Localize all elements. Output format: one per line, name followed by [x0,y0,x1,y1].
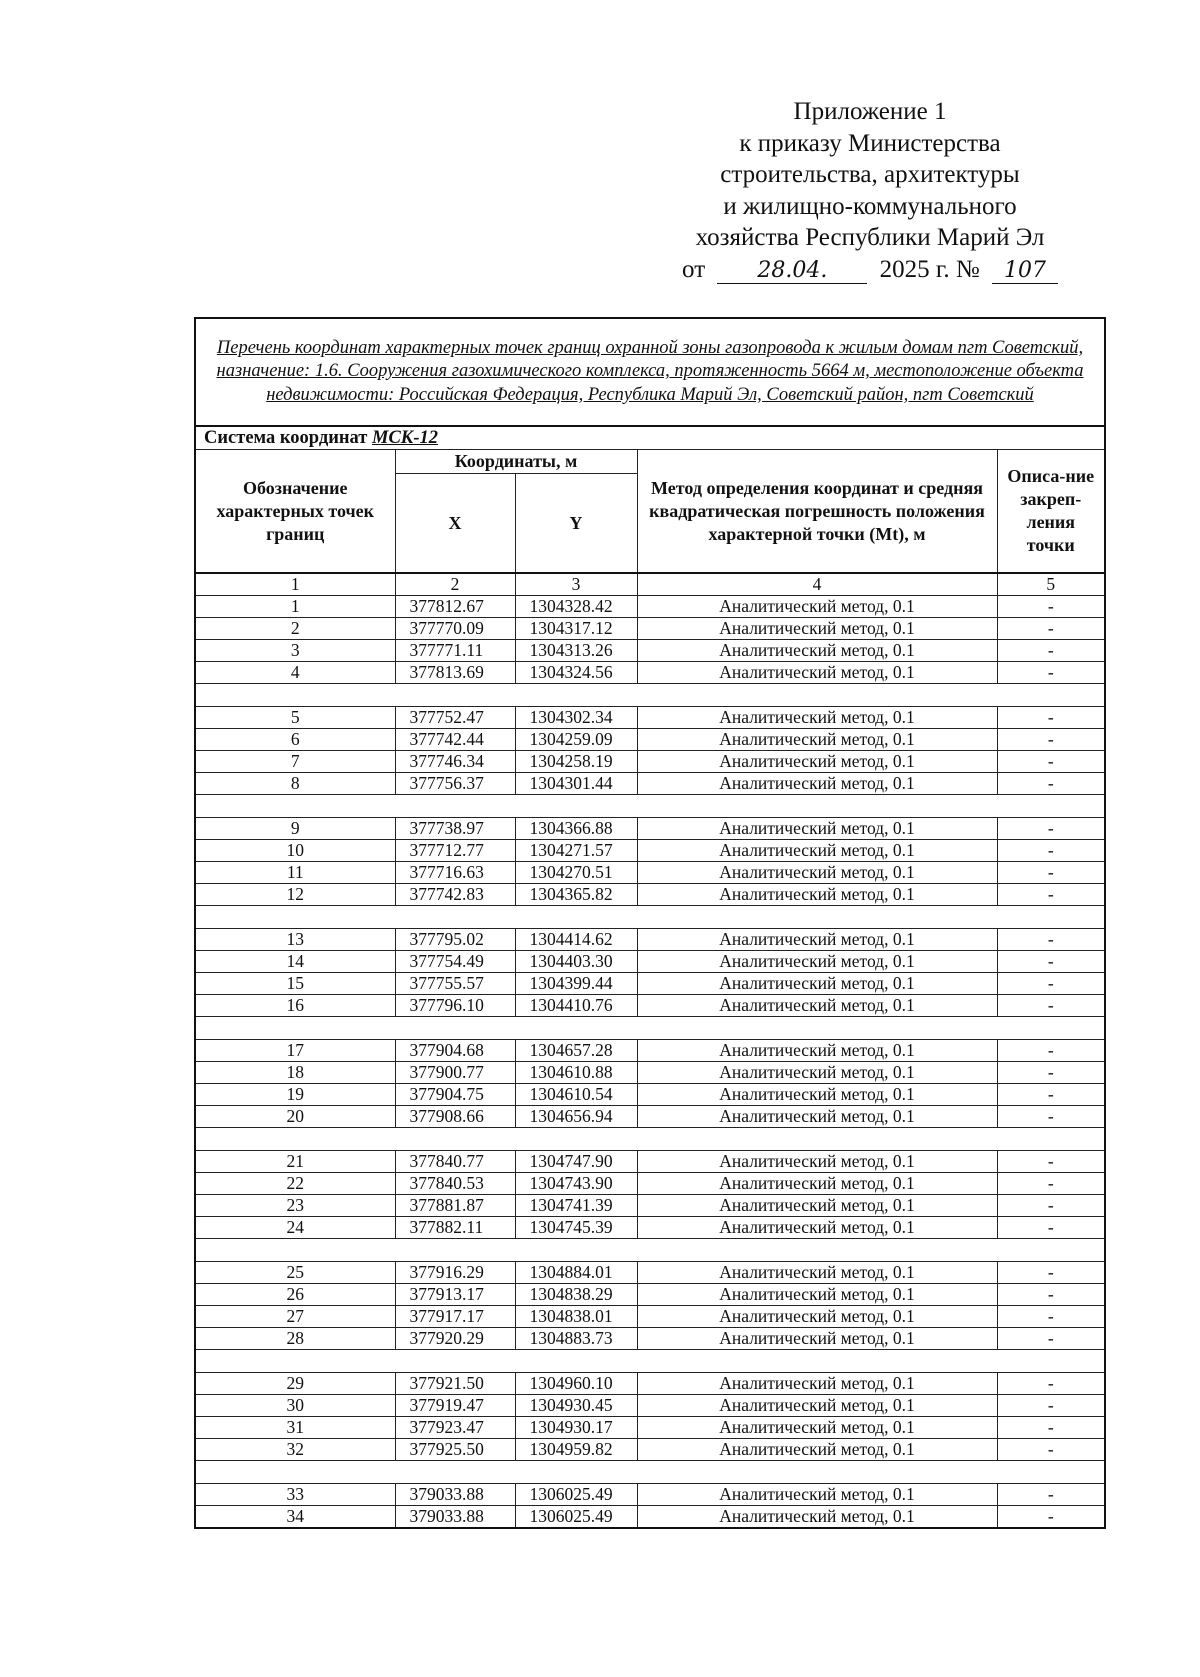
method: Аналитический метод, 0.1 [637,1306,997,1328]
method: Аналитический метод, 0.1 [637,1062,997,1084]
fixation-description: - [997,1262,1105,1284]
coord-y: 1304324.56 [515,662,637,684]
fixation-description: - [997,640,1105,662]
method: Аналитический метод, 0.1 [637,973,997,995]
table-row [195,1306,1105,1328]
fixation-description: - [997,1306,1105,1328]
table-row [195,1506,1105,1529]
point-number: 8 [195,773,395,795]
group-separator-row [195,684,1105,707]
coord-x: 377916.29 [395,1262,515,1284]
coord-y: 1304317.12 [515,618,637,640]
point-number: 30 [195,1395,395,1417]
fixation-description: - [997,1373,1105,1395]
header-description: Описа-ние закреп-ления точки [997,450,1105,574]
header-date-line [640,254,1100,286]
coord-y: 1304883.73 [515,1328,637,1350]
coord-y: 1304328.42 [515,596,637,618]
fixation-description: - [997,995,1105,1017]
method: Аналитический метод, 0.1 [637,1373,997,1395]
handwritten-number: 107 [992,259,1058,284]
method: Аналитический метод, 0.1 [637,951,997,973]
fixation-description: - [997,1040,1105,1062]
coord-x: 377742.83 [395,884,515,906]
coord-y: 1304747.90 [515,1151,637,1173]
header-appendix: Приложение 1 [793,98,947,125]
handwritten-date: 28.04. [717,259,867,284]
coord-y: 1304960.10 [515,1373,637,1395]
fixation-description: - [997,1395,1105,1417]
method: Аналитический метод, 0.1 [637,929,997,951]
fixation-description: - [997,729,1105,751]
table-row [195,596,1105,618]
table-row [195,951,1105,973]
coord-y: 1304403.30 [515,951,637,973]
header-y: Y [515,474,637,574]
point-number: 15 [195,973,395,995]
method: Аналитический метод, 0.1 [637,840,997,862]
fixation-description: - [997,1484,1105,1506]
coord-y: 1304741.39 [515,1195,637,1217]
method: Аналитический метод, 0.1 [637,862,997,884]
coord-y: 1304959.82 [515,1439,637,1461]
coord-x: 377882.11 [395,1217,515,1239]
group-separator-row [195,1239,1105,1262]
point-number: 19 [195,1084,395,1106]
group-separator [195,1128,1105,1151]
coord-y: 1304610.88 [515,1062,637,1084]
method: Аналитический метод, 0.1 [637,1262,997,1284]
table-row [195,929,1105,951]
coord-y: 1304838.29 [515,1284,637,1306]
header-method: Метод определения координат и средняя квадратическая погрешность положения характерной точки (Mt), м [637,450,997,574]
method: Аналитический метод, 0.1 [637,1417,997,1439]
point-number: 10 [195,840,395,862]
coord-x: 377925.50 [395,1439,515,1461]
fixation-description: - [997,773,1105,795]
point-number: 31 [195,1417,395,1439]
table-row [195,707,1105,729]
method: Аналитический метод, 0.1 [637,707,997,729]
fixation-description: - [997,1506,1105,1529]
coord-y: 1304656.94 [515,1106,637,1128]
point-number: 22 [195,1173,395,1195]
point-number: 13 [195,929,395,951]
coord-x: 377840.53 [395,1173,515,1195]
point-number: 6 [195,729,395,751]
group-separator-row [195,795,1105,818]
coord-y: 1304399.44 [515,973,637,995]
table-row [195,1084,1105,1106]
coord-x: 377913.17 [395,1284,515,1306]
point-number: 7 [195,751,395,773]
coord-x: 377746.34 [395,751,515,773]
table-row [195,729,1105,751]
coord-y: 1304930.45 [515,1395,637,1417]
point-number: 4 [195,662,395,684]
point-number: 26 [195,1284,395,1306]
coord-x: 377919.47 [395,1395,515,1417]
point-number: 11 [195,862,395,884]
coordinates-table [194,317,1106,1529]
column-number: 5 [997,573,1105,596]
point-number: 16 [195,995,395,1017]
method: Аналитический метод, 0.1 [637,751,997,773]
point-number: 23 [195,1195,395,1217]
fixation-description: - [997,1084,1105,1106]
table-row [195,662,1105,684]
table-row [195,1439,1105,1461]
coord-y: 1304366.88 [515,818,637,840]
point-number: 27 [195,1306,395,1328]
coord-x: 377716.63 [395,862,515,884]
coord-x: 377840.77 [395,1151,515,1173]
table-row [195,1151,1105,1173]
fixation-description: - [997,1062,1105,1084]
fixation-description: - [997,951,1105,973]
method: Аналитический метод, 0.1 [637,818,997,840]
method: Аналитический метод, 0.1 [637,1506,997,1529]
group-separator [195,1239,1105,1262]
point-number: 9 [195,818,395,840]
point-number: 2 [195,618,395,640]
coord-x: 377752.47 [395,707,515,729]
coord-y: 1304258.19 [515,751,637,773]
group-separator [195,795,1105,818]
point-number: 1 [195,596,395,618]
fixation-description: - [997,1284,1105,1306]
coord-y: 1304259.09 [515,729,637,751]
point-number: 25 [195,1262,395,1284]
fixation-description: - [997,1328,1105,1350]
fixation-description: - [997,1417,1105,1439]
point-number: 24 [195,1217,395,1239]
method: Аналитический метод, 0.1 [637,662,997,684]
group-separator-row [195,1017,1105,1040]
coord-x: 377881.87 [395,1195,515,1217]
coordinate-system [195,426,1105,450]
method: Аналитический метод, 0.1 [637,729,997,751]
table-body [195,596,1105,1529]
coordinate-system-name: МСК-12 [372,428,438,448]
header-year-label: 2025 г. № [879,255,980,283]
table-row [195,1284,1105,1306]
coord-x: 377796.10 [395,995,515,1017]
coord-x: 377742.44 [395,729,515,751]
fixation-description: - [997,884,1105,906]
method: Аналитический метод, 0.1 [637,1106,997,1128]
coord-y: 1304930.17 [515,1417,637,1439]
fixation-description: - [997,1439,1105,1461]
coord-x: 377904.75 [395,1084,515,1106]
group-separator [195,906,1105,929]
fixation-description: - [997,1151,1105,1173]
coord-y: 1304610.54 [515,1084,637,1106]
table-row [195,995,1105,1017]
fixation-description: - [997,973,1105,995]
coord-x: 377812.67 [395,596,515,618]
header-order: к приказу Министерства [739,129,1001,157]
table-row [195,1217,1105,1239]
coord-y: 1304271.57 [515,840,637,862]
table-row [195,862,1105,884]
table-row [195,1262,1105,1284]
coord-x: 377771.11 [395,640,515,662]
fixation-description: - [997,618,1105,640]
point-number: 5 [195,707,395,729]
table-title: Перечень координат характерных точек границ охранной зоны газопровода к жилым домам пгт Советский, назначение: 1.6. Сооружения газохимического комплекса, протяженность 5664 м, местоположение объекта недвижимости: Российская Федерация, Республика Марий Эл, Советский район, пгт Советский [195,318,1105,426]
method: Аналитический метод, 0.1 [637,1195,997,1217]
table-row [195,973,1105,995]
coord-x: 379033.88 [395,1506,515,1529]
coord-x: 377900.77 [395,1062,515,1084]
table-row [195,884,1105,906]
fixation-description: - [997,662,1105,684]
point-number: 3 [195,640,395,662]
header-coords: Координаты, м [395,450,637,474]
coord-y: 1304657.28 [515,1040,637,1062]
method: Аналитический метод, 0.1 [637,618,997,640]
coord-y: 1304365.82 [515,884,637,906]
coord-y: 1306025.49 [515,1484,637,1506]
method: Аналитический метод, 0.1 [637,1151,997,1173]
point-number: 29 [195,1373,395,1395]
point-number: 12 [195,884,395,906]
group-separator-row [195,906,1105,929]
column-number: 2 [395,573,515,596]
fixation-description: - [997,1217,1105,1239]
coord-y: 1304301.44 [515,773,637,795]
method: Аналитический метод, 0.1 [637,1084,997,1106]
table-row [195,1417,1105,1439]
column-numbers-row [195,573,1105,596]
coord-x: 377908.66 [395,1106,515,1128]
group-separator [195,1017,1105,1040]
fixation-description: - [997,1173,1105,1195]
method: Аналитический метод, 0.1 [637,1040,997,1062]
point-number: 21 [195,1151,395,1173]
coord-x: 377738.97 [395,818,515,840]
coord-x: 377904.68 [395,1040,515,1062]
coord-x: 377754.49 [395,951,515,973]
group-separator-row [195,1461,1105,1484]
coordinate-system-label: Система координат [204,428,368,448]
coord-x: 379033.88 [395,1484,515,1506]
method: Аналитический метод, 0.1 [637,1328,997,1350]
group-separator [195,1461,1105,1484]
point-number: 28 [195,1328,395,1350]
group-separator [195,684,1105,707]
fixation-description: - [997,1195,1105,1217]
point-number: 34 [195,1506,395,1529]
fixation-description: - [997,862,1105,884]
coord-x: 377917.17 [395,1306,515,1328]
coord-x: 377712.77 [395,840,515,862]
point-number: 20 [195,1106,395,1128]
table-row [195,1395,1105,1417]
method: Аналитический метод, 0.1 [637,1217,997,1239]
header-point: Обозначение характерных точек границ [195,450,395,574]
header-ministry-1: строительства, архитектуры [720,161,1020,188]
group-separator [195,1350,1105,1373]
coord-x: 377813.69 [395,662,515,684]
fixation-description: - [997,707,1105,729]
method: Аналитический метод, 0.1 [637,1284,997,1306]
coord-y: 1304270.51 [515,862,637,884]
method: Аналитический метод, 0.1 [637,1484,997,1506]
column-number: 1 [195,573,395,596]
fixation-description: - [997,818,1105,840]
document-header [640,96,1100,285]
table-row [195,773,1105,795]
method: Аналитический метод, 0.1 [637,884,997,906]
fixation-description: - [997,929,1105,951]
table-row [195,1328,1105,1350]
point-number: 17 [195,1040,395,1062]
coord-y: 1304302.34 [515,707,637,729]
fixation-description: - [997,751,1105,773]
coord-y: 1304743.90 [515,1173,637,1195]
point-number: 33 [195,1484,395,1506]
coord-x: 377923.47 [395,1417,515,1439]
coord-y: 1304838.01 [515,1306,637,1328]
table-row [195,840,1105,862]
table-row [195,818,1105,840]
method: Аналитический метод, 0.1 [637,1395,997,1417]
table-row [195,1173,1105,1195]
point-number: 18 [195,1062,395,1084]
coord-x: 377756.37 [395,773,515,795]
column-number: 3 [515,573,637,596]
coord-y: 1304313.26 [515,640,637,662]
coord-y: 1304745.39 [515,1217,637,1239]
point-number: 32 [195,1439,395,1461]
table-row [195,1062,1105,1084]
method: Аналитический метод, 0.1 [637,773,997,795]
method: Аналитический метод, 0.1 [637,995,997,1017]
group-separator-row [195,1128,1105,1151]
table-row [195,1106,1105,1128]
fixation-description: - [997,1106,1105,1128]
method: Аналитический метод, 0.1 [637,596,997,618]
method: Аналитический метод, 0.1 [637,1173,997,1195]
coord-y: 1304410.76 [515,995,637,1017]
table-row [195,1373,1105,1395]
table-row [195,1484,1105,1506]
coord-x: 377755.57 [395,973,515,995]
table-row [195,1195,1105,1217]
table-row [195,618,1105,640]
point-number: 14 [195,951,395,973]
header-ministry-2: и жилищно-коммунального [723,192,1017,220]
coord-x: 377920.29 [395,1328,515,1350]
coord-x: 377770.09 [395,618,515,640]
fixation-description: - [997,596,1105,618]
method: Аналитический метод, 0.1 [637,640,997,662]
fixation-description: - [997,840,1105,862]
table-row [195,640,1105,662]
coord-x: 377795.02 [395,929,515,951]
table-row [195,1040,1105,1062]
coord-y: 1304414.62 [515,929,637,951]
header-from-label: от [682,255,706,283]
table-row [195,751,1105,773]
column-number: 4 [637,573,997,596]
coord-y: 1304884.01 [515,1262,637,1284]
coord-y: 1306025.49 [515,1506,637,1529]
coord-x: 377921.50 [395,1373,515,1395]
method: Аналитический метод, 0.1 [637,1439,997,1461]
header-x: X [395,474,515,574]
group-separator-row [195,1350,1105,1373]
header-ministry-3: хозяйства Республики Марий Эл [695,224,1045,251]
